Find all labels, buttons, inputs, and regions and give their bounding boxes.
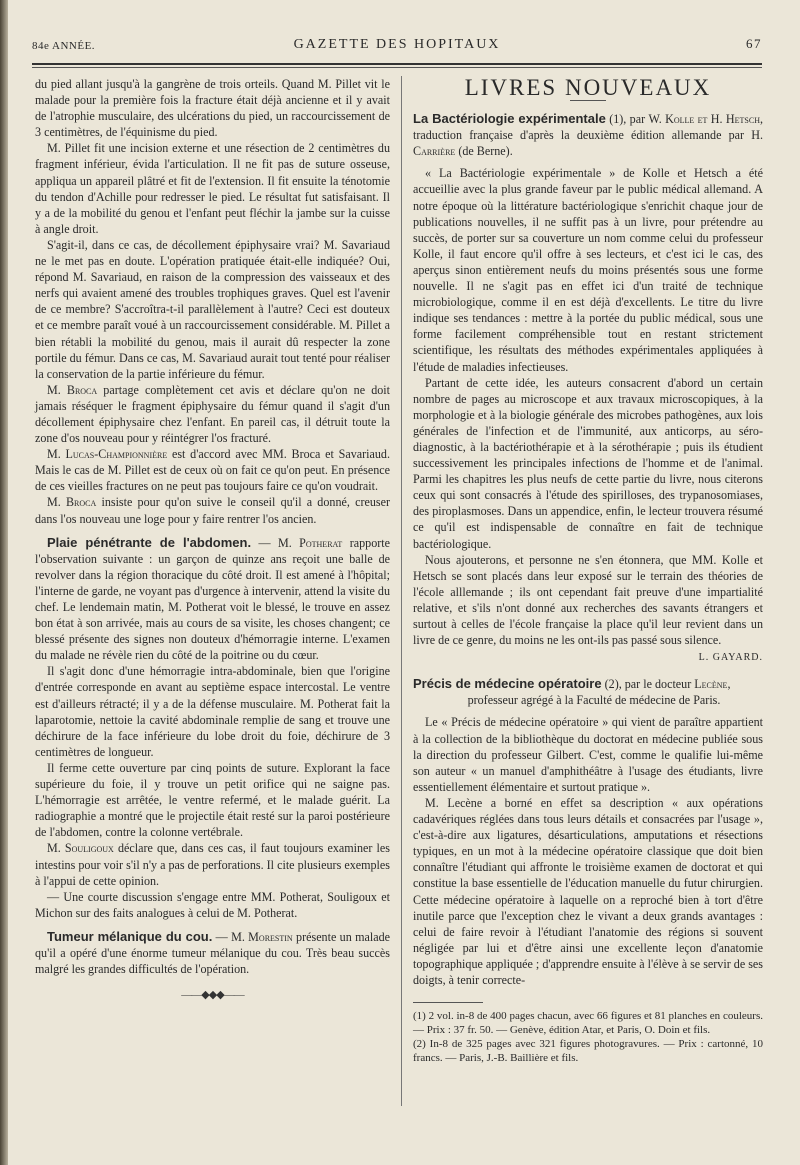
left-column <box>35 76 390 1003</box>
paragraph-text: présente un malade qu'il a opéré d'une énorme tumeur mélanique du cou. Très beau succès malgré les grandes difficultés de l'opération. <box>35 929 390 977</box>
page-number: 67 <box>746 36 762 51</box>
paragraph <box>35 494 390 526</box>
paragraph: M. Pillet fit une incision externe et une résection de 2 centimètres du fragment inférieur, évida l'articulation. Il ne fit pas de suture osseuse, appliqua un appareil plâtré et fit de l'extension. Il fit ensuite la ténotomie du tendon d'Achille pour redresser le pied. Le résultat fut satisfaisant. Il y a de la mobilité du genou et l'enfant peut fléchir la jambe sur la cuisse à angle droit. <box>35 141 390 236</box>
section-title: LIVRES NOUVEAUX <box>464 75 712 100</box>
paragraph-text: insiste pour qu'on suive le conseil qu'il a donné, creuser dans l'os nouveau une loge pour y faire rentrer l'os ancien. <box>35 495 390 526</box>
book-heading <box>413 111 763 159</box>
paragraph-text: est d'accord avec MM. Broca et Savariaud. Mais le cas de M. Pillet est de ceux où on fait ce qu'on peut. En présence de ces vieilles fractures on ne peut pas toujours faire ce qu'on voudrait. <box>35 447 390 494</box>
book-author-title: professeur agrégé à la Faculté de médecine de Paris. <box>467 693 721 708</box>
paragraph: « La Bactériologie expérimentale » de Kolle et Hetsch a été accueillie avec la plus grande faveur par le public médical allemand. A notre époque où la littérature bactériologique s'enrichit chaque jour de publications nouvelles, il ne suffit pas à un livre, pour prétendre au succès, de porter sur sa couverture un nom comme celui du professeur Kolle, il faut encore qu'il offre à ses lecteurs, et c'est ici le cas, des aperçus sinon entièrement neufs du moins présentés sous une forme nouvelle. Il ne s'agit pas en effet ici d'un traité de technique microbiologique, comme il en est déjà d'excellents. Le titre du livre indique ses tendances : mettre à la portée du public médical, sous une forme facilement compréhensible tout en restant strictement scientifique, les résultats des méthodes expérimentales appliquées à l'étude de maladies infectieuses. <box>413 166 763 374</box>
footnote-rule <box>413 1002 483 1003</box>
book-authors: W. Kolle et H. Hetsch, <box>648 112 763 127</box>
reviewer-signature: L. GAYARD. <box>698 652 763 664</box>
book-translator: H. Carrière <box>413 128 763 159</box>
paragraph: Partant de cette idée, les auteurs consacrent d'abord un certain nombre de pages au microscope et aux travaux microscopiques, à la morphologie et à la biologie générale des microbes pathogènes, aux lois générales de l'infection et de l'immunité, aux anticorps, au séro-diagnostic, à la bactériothérapie et à la sérothérapie ; puis ils étudient successivement les principales infections de l'homme et de l'animal. Parmi les chapitres les plus neufs de cette partie du livre, nous citerons ceux qui sont consacrés à l'étude des spirilloses, des trypanosomiases, des piroplasmoses. Dans un appendice, enfin, le lecteur trouvera résumé ce qu'il est indispensable de connaître en fait de technique bactériologique. <box>413 375 763 551</box>
footnote-2: (2) In-8 de 325 pages avec 321 figures photogravures. — Prix : cartonné, 10 francs. — Paris, J.-B. Baillière et fils. <box>413 1038 763 1065</box>
title-rule <box>570 100 606 101</box>
paragraph-text: rapporte l'observation suivante : un garçon de quinze ans reçoit une balle de revolver dans la région thoracique du côté droit. Il est amené à l'hôpital; l'interne de garde, ne voyant pas d'urgence à intervenir, attend la visite du chef. Le lendemain matin, M. Potherat voit le blessé, le trouve en assez bon état à son arrivée, mais au cours de sa visite, les choses changent; ce blessé présente des signes non douteux d'hémorragie interne. L'examen du malade ne révèle rien du côté de la poitrine ou du cœur. <box>35 535 391 663</box>
end-ornament: ——◆◆◆—— <box>181 989 244 1002</box>
speaker-name: M. Broca <box>47 495 97 510</box>
page-edge <box>0 0 8 1165</box>
column-divider <box>401 76 402 1106</box>
right-column <box>413 76 763 1065</box>
section-tumeur <box>35 929 390 977</box>
footnotes <box>413 1009 763 1065</box>
paragraph: Il ferme cette ouverture par cinq points de suture. Explorant la face supérieure du foie, il y trouve un petit orifice qui ne saigne pas. L'hémorragie est arrêtée, le ventre refermé, et le malade guérit. La radiographie a montré que le projectile était resté sur la paroi postérieure de l'abdomen, contre la colonne vertébrale. <box>35 760 390 840</box>
book-author: Lecène, <box>694 677 731 692</box>
footnote-ref: (1), par <box>605 112 649 127</box>
paragraph: du pied allant jusqu'à la gangrène de trois orteils. Quand M. Pillet vit le malade pour la première fois la fracture était déjà ancienne et il y avait de l'atrophie musculaire, des ulcérations du pied, un raccourcissement de 3 centimètres, de l'équinisme du pied. <box>35 77 390 140</box>
paragraph <box>35 382 390 446</box>
book-title: Précis de médecine opératoire <box>413 676 602 692</box>
section-abdomen <box>35 535 390 664</box>
issue-label: 84e ANNÉE. <box>32 40 96 52</box>
paragraph: — Une courte discussion s'engage entre MM. Potherat, Souligoux et Michon sur des faits analogues à celui de M. Potherat. <box>35 889 390 920</box>
header-rule-thin <box>32 67 762 68</box>
book-heading <box>413 676 763 692</box>
paragraph: M. Lecène a borné en effet sa description « aux opérations cadavériques réglées dans tous leurs détails et consacrées par l'usage », c'est-à-dire aux ligatures, désarticulations, amputations et résections typiques, en un mot à la médecine opératoire classique que doit bien connaître l'étudiant qui affronte le troisième examen de doctorat et qui constitue la base essentielle de l'éducation manuelle du futur chirurgien. Cette médecine opératoire à laquelle on a reproché bien à tort d'être inutile parce que l'exception chez le vivant a deux grands avantages : celui de faire revoir à l'étudiant l'anatomie des régions si souvent négligée par lui et d'être ainsi une excellente leçon d'anatomie topographique appliquée ; d'apprendre ensuite à l'élève à se servir de ses doigts, à tenir correcte- <box>413 795 763 987</box>
paragraph <box>35 840 390 888</box>
footnote-ref: (2), par le docteur <box>601 677 695 692</box>
header-rule <box>32 63 762 65</box>
speaker-name: — M. Potherat <box>251 535 343 550</box>
book-heading-end: (de Berne). <box>455 144 513 159</box>
journal-title: GAZETTE DES HOPITAUX <box>293 37 501 52</box>
paragraph-text: partage complètement cet avis et déclare qu'on ne doit jamais réséquer le fragment épiphysaire du fémur quand il s'agit d'un décollement épiphysaire chez l'enfant. En pareil cas, il détruit toute la zone d'os nouveau pour y réintégrer l'os fracturé. <box>35 382 391 446</box>
book-review-bacteriologie <box>413 111 763 666</box>
book-review-medecine-operatoire <box>413 676 763 988</box>
paragraph: Le « Précis de médecine opératoire » qui vient de paraître appartient à la collection de la bibliothèque du doctorat en médecine publiée sous la direction du professeur Gilbert. C'est, comme le qualifie lui-même son auteur « un manuel d'amphithéâtre à l'usage des étudiants, livre essentiellement élémentaire et surtout pratique ». <box>413 715 763 794</box>
section-heading: Plaie pénétrante de l'abdomen. <box>47 534 252 550</box>
speaker-name: M. Lucas-Championnière <box>47 447 168 462</box>
paragraph: Il s'agit donc d'une hémorragie intra-abdominale, bien que l'origine d'entrée corresponde en avant au septième espace intercostal. Le ventre est d'ailleurs rétracté; il y a de la défense musculaire. M. Potherat fait la laparotomie, nettoie la cavité abdominale remplie de sang et trouve une déchirure de la face inférieure du lobe droit du foie, déchirure de 3 centimètres de longueur. <box>35 664 390 759</box>
paragraph <box>35 446 390 494</box>
paragraph-text: déclare que, dans ces cas, il faut toujours examiner les intestins pour voir s'il n'y a pas de perforations. Il cite plusieurs exemples à l'appui de cette opinion. <box>35 841 390 888</box>
speaker-name: M. Broca <box>47 382 98 397</box>
footnote-1: (1) 2 vol. in-8 de 400 pages chacun, avec 66 figures et 81 planches en couleurs. — Prix : 37 fr. 50. — Genève, édition Atar, et Paris, O. Doin et fils. <box>413 1010 763 1037</box>
speaker-name: — M. Morestin <box>212 929 293 944</box>
paragraph: Nous ajouterons, et personne ne s'en étonnera, que MM. Kolle et Hetsch se sont placés dans leur exposé sur le terrain des théories de l'école alllemande ; ils ont cependant fait preuve d'une impartialité relative, et s'ils n'ont donné aux recherches des savants étrangers et surtout à celles de l'école française la place qu'il leur revient dans un livre de ce genre, du moins ne les ont-ils pas passé sous silence. <box>413 552 763 648</box>
book-translation: traduction française d'après la deuxième édition allemande par <box>413 128 752 143</box>
book-title: La Bactériologie expérimentale <box>413 111 606 127</box>
paragraph: S'agit-il, dans ce cas, de décollement épiphysaire vrai? M. Savariaud ne le met pas en doute. L'opération pratiquée était-elle indiquée? Oui, répond M. Savariaud, en raison de la compression des vaisseaux et des nerfs qui avaient amené des troubles trophiques graves. Quel est l'avenir de ce membre? S'accroîtra-t-il parallèlement à l'autre? Ceci est douteux et ce membre paraît voué à un raccourcissement considérable. M. Pillet a bien rétabli la mobilité du genou, mais il aurait dû respecter la zone portile du fémur. Dans ce cas, M. Savariaud aurait tout tenté pour réaliser la conservation de la partie inférieure du fémur. <box>35 237 390 381</box>
page-header <box>32 34 762 58</box>
section-heading: Tumeur mélanique du cou. <box>47 928 213 944</box>
speaker-name: M. Souligoux <box>47 841 114 856</box>
